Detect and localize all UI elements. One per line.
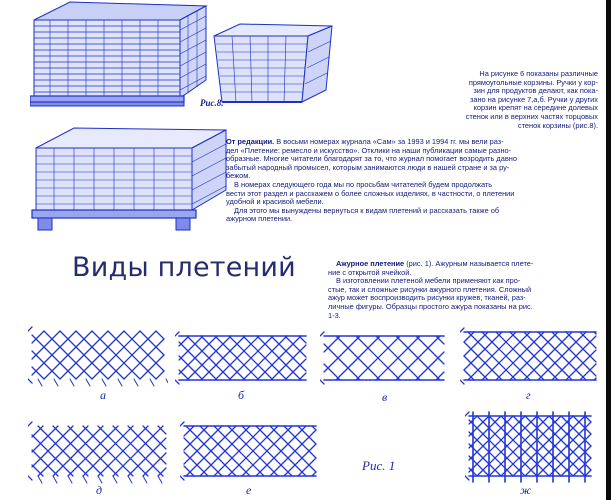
- section-heading: Виды плетений: [72, 252, 296, 283]
- weave-pattern-a: [28, 325, 168, 387]
- intro-line: зин для продуктов делают, как пока-: [473, 86, 598, 96]
- openwork-line: ние с открытой ячейкой.: [328, 267, 412, 277]
- openwork-line: стые, так и сложные рисунки ажурного плетения. Сложный: [328, 284, 532, 294]
- openwork-line: ажур может воспроизводить рисунки кружев, тканей, раз-: [328, 293, 526, 303]
- weave-pattern-zh: [465, 410, 595, 484]
- pattern-label-d: д: [96, 483, 103, 497]
- scan-edge: [606, 0, 611, 500]
- weave-pattern-e: [180, 420, 320, 484]
- basket-illustration-low: [30, 122, 230, 234]
- intro-line: зано на рисунке 7,а,б. Ручки у других: [469, 94, 598, 104]
- editorial-line: забытый народный промысел, которым занимаются люди в нашей стране и за ру-: [226, 162, 510, 172]
- return-line: Для этого мы вынуждены вернуться к видам плетений и рассказать также об: [234, 205, 500, 215]
- editorial-line: образные. Многие читатели благодарят за то, что журнал помогает возродить давно: [226, 154, 517, 164]
- next-year-line: В номерах следующего года мы по просьбам читателей будем продолжать: [234, 179, 493, 189]
- pattern-label-g: г: [526, 388, 531, 402]
- weave-pattern-b: [175, 330, 310, 388]
- weave-pattern-d: [28, 420, 170, 484]
- editorial-line: дел «Плетение: ремесло и искусство». Отклики на наши публикации самые разно-: [226, 145, 512, 155]
- intro-line: стенок или в верхних частях торцовых: [465, 111, 598, 121]
- openwork-line: В изготовлении плетеной мебели применяют как про-: [336, 276, 521, 286]
- intro-line: прямоугольные корзины. Ручки у кор-: [468, 77, 598, 87]
- openwork-paragraph: [328, 260, 596, 320]
- editorial-note: [226, 138, 596, 224]
- weave-pattern-g: [460, 326, 600, 388]
- next-year-line: вести этот раздел и расскажем о более сложных изделиях, в частности, о плетении: [226, 188, 515, 198]
- return-line: ажурном плетении.: [226, 214, 293, 224]
- pattern-label-b: б: [238, 388, 245, 402]
- figure-caption-ris8: Рис.8.: [200, 98, 224, 108]
- paragraph-intro: [398, 70, 598, 130]
- figure-caption-ris1: Рис. 1: [362, 458, 396, 473]
- intro-line: стенок корзины (рис.8).: [517, 120, 598, 130]
- basket-illustration-large: [30, 0, 210, 110]
- pattern-label-v: в: [382, 390, 388, 404]
- pattern-label-zh: ж: [520, 483, 532, 497]
- pattern-label-a: а: [100, 388, 106, 402]
- openwork-line: 1-3.: [328, 310, 341, 320]
- editorial-line: бежом.: [226, 171, 251, 181]
- openwork-label: Ажурное плетение: [336, 259, 405, 268]
- weave-pattern-v: [320, 330, 448, 388]
- next-year-line: удобной и красивой мебели.: [226, 197, 324, 207]
- pattern-label-e: е: [246, 483, 252, 497]
- editorial-label: От редакции.: [226, 137, 275, 146]
- intro-line: На рисунке 6 показаны различные: [479, 69, 598, 78]
- openwork-line: личные фигуры. Образцы простого ажура показаны на рис.: [328, 301, 533, 311]
- basket-illustration-tapered: [210, 22, 335, 108]
- intro-line: корзин крепят на середине долевых: [473, 103, 598, 113]
- editorial-line: В восьми номерах журнала «Сам» за 1993 и 1994 гг. мы вели раз-: [274, 137, 504, 146]
- openwork-line: (рис. 1). Ажурным называется плете-: [404, 259, 534, 268]
